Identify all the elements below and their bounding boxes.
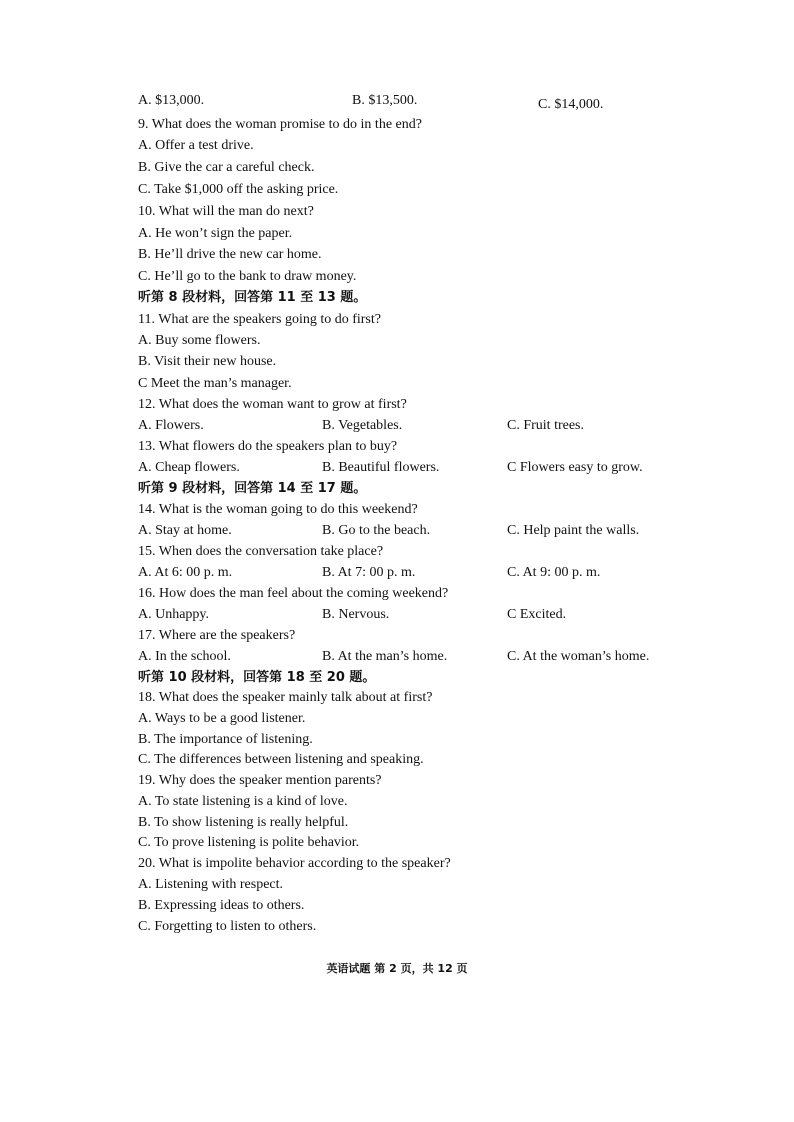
option-c: C. Fruit trees. <box>507 418 584 433</box>
page-footer: 英语试题 第 2 页，共 12 页 <box>326 962 468 975</box>
q16-stem: 16. How does the man feel about the coming weekend? <box>138 586 449 601</box>
q15-stem: 15. When does the conversation take place? <box>138 544 384 559</box>
option-a: A. Cheap flowers. <box>138 460 240 475</box>
option-b: B. Vegetables. <box>322 418 403 433</box>
q10-option-b: B. He’ll drive the new car home. <box>138 247 322 262</box>
q11-stem: 11. What are the speakers going to do first? <box>138 312 381 327</box>
option-b: B. At 7: 00 p. m. <box>322 565 416 580</box>
q9-option-c: C. Take $1,000 off the asking price. <box>138 182 339 197</box>
option-b: B. $13,500. <box>352 93 418 108</box>
section-10-heading: 听第 10 段材料，回答第 18 至 20 题。 <box>138 670 376 685</box>
q19-stem: 19. Why does the speaker mention parents? <box>138 773 382 788</box>
q10-option-a: A. He won’t sign the paper. <box>138 226 293 241</box>
q19-option-c: C. To prove listening is polite behavior. <box>138 835 360 850</box>
option-c: C Excited. <box>507 607 567 622</box>
q18-option-a: A. Ways to be a good listener. <box>138 711 306 726</box>
q19-option-a: A. To state listening is a kind of love. <box>138 794 348 809</box>
option-a: A. At 6: 00 p. m. <box>138 565 233 580</box>
q12-stem: 12. What does the woman want to grow at first? <box>138 397 407 412</box>
option-b: B. Go to the beach. <box>322 523 431 538</box>
option-c: C. Help paint the walls. <box>507 523 640 538</box>
option-b: B. At the man’s home. <box>322 649 448 664</box>
option-c: C. At the woman’s home. <box>507 649 650 664</box>
q19-option-b: B. To show listening is really helpful. <box>138 815 349 830</box>
section-8-heading: 听第 8 段材料，回答第 11 至 13 题。 <box>138 290 367 305</box>
q13-options <box>138 459 738 477</box>
option-b: B. Nervous. <box>322 607 390 622</box>
option-c: C. $14,000. <box>538 97 604 112</box>
q20-option-b: B. Expressing ideas to others. <box>138 898 305 913</box>
q9-option-b: B. Give the car a careful check. <box>138 160 315 175</box>
option-a: A. In the school. <box>138 649 231 664</box>
q20-stem: 20. What is impolite behavior according to the speaker? <box>138 856 451 871</box>
q11-option-a: A. Buy some flowers. <box>138 333 261 348</box>
q11-option-c: C Meet the man’s manager. <box>138 376 292 391</box>
q8-options <box>138 92 738 110</box>
option-a: A. $13,000. <box>138 93 205 108</box>
q9-option-a: A. Offer a test drive. <box>138 138 254 153</box>
q20-option-a: A. Listening with respect. <box>138 877 284 892</box>
q9-stem: 9. What does the woman promise to do in the end? <box>138 117 422 132</box>
q18-option-b: B. The importance of listening. <box>138 732 313 747</box>
q16-options <box>138 606 738 624</box>
q17-stem: 17. Where are the speakers? <box>138 628 296 643</box>
q10-stem: 10. What will the man do next? <box>138 204 314 219</box>
q18-stem: 18. What does the speaker mainly talk about at first? <box>138 690 433 705</box>
q10-option-c: C. He’ll go to the bank to draw money. <box>138 269 357 284</box>
option-c: C Flowers easy to grow. <box>507 460 643 475</box>
q20-option-c: C. Forgetting to listen to others. <box>138 919 317 934</box>
option-c: C. At 9: 00 p. m. <box>507 565 601 580</box>
q17-options <box>138 648 738 666</box>
q14-stem: 14. What is the woman going to do this weekend? <box>138 502 418 517</box>
option-a: A. Stay at home. <box>138 523 232 538</box>
q11-option-b: B. Visit their new house. <box>138 354 277 369</box>
q12-options <box>138 417 738 435</box>
section-9-heading: 听第 9 段材料，回答第 14 至 17 题。 <box>138 481 367 496</box>
q18-option-c: C. The differences between listening and speaking. <box>138 752 424 767</box>
q14-options <box>138 522 738 540</box>
q13-stem: 13. What flowers do the speakers plan to buy? <box>138 439 398 454</box>
q15-options <box>138 564 738 582</box>
option-b: B. Beautiful flowers. <box>322 460 440 475</box>
option-a: A. Unhappy. <box>138 607 210 622</box>
option-a: A. Flowers. <box>138 418 204 433</box>
